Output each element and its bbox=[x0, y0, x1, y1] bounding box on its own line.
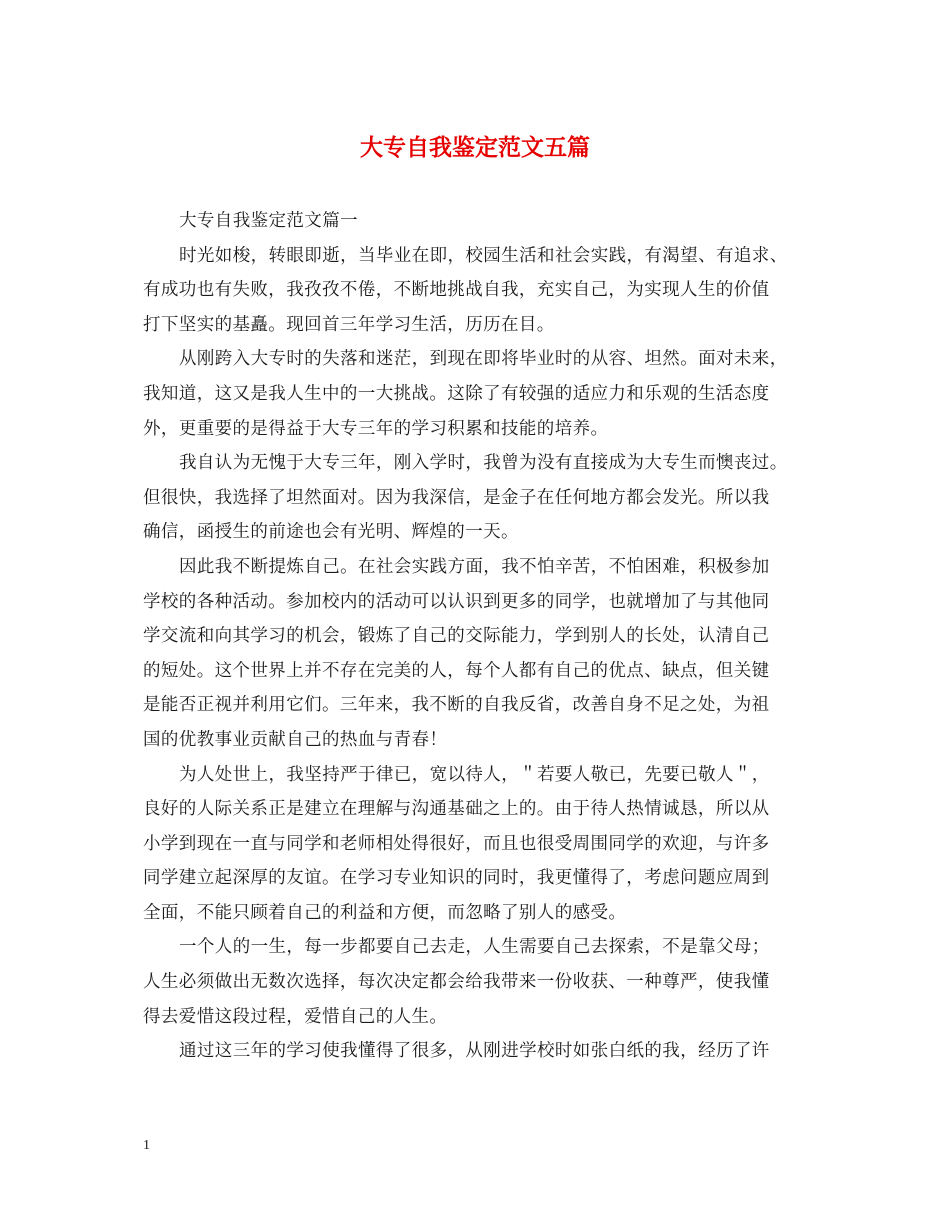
body-paragraph bbox=[143, 930, 843, 1034]
paragraph-line: 从刚跨入大专时的失落和迷茫，到现在即将毕业时的从容、坦然。面对未来， bbox=[179, 349, 788, 370]
body-paragraph bbox=[143, 758, 843, 931]
paragraph-line: 通过这三年的学习使我懂得了很多，从刚进学校时如张白纸的我，经历了许 bbox=[179, 1041, 770, 1062]
document-title: 大专自我鉴定范文五篇 bbox=[360, 134, 590, 161]
paragraph-line: 的短处。这个世界上并不存在完美的人，每个人都有自己的优点、缺点，但关键 bbox=[143, 660, 770, 681]
paragraph-line: 小学到现在一直与同学和老师相处得很好，而且也很受周围同学的欢迎，与许多 bbox=[143, 833, 770, 854]
body-paragraph bbox=[143, 239, 843, 343]
paragraph-line: 一个人的一生，每一步都要自己去走，人生需要自己去探索，不是靠父母； bbox=[179, 937, 770, 958]
body-paragraph bbox=[143, 550, 843, 758]
paragraph-line: 学校的各种活动。参加校内的活动可以认识到更多的同学，也就增加了与其他同 bbox=[143, 591, 770, 612]
paragraph-line: 全面，不能只顾着自己的利益和方便，而忽略了别人的感受。 bbox=[143, 902, 627, 923]
paragraph-line: 得去爱惜这段过程，爱惜自己的人生。 bbox=[143, 1006, 448, 1027]
section-heading bbox=[143, 204, 843, 239]
body-paragraph bbox=[143, 1034, 843, 1069]
paragraph-line: 我自认为无愧于大专三年，刚入学时，我曾为没有直接成为大专生而懊丧过。 bbox=[179, 453, 788, 474]
paragraph-line: 确信，函授生的前途也会有光明、辉煌的一天。 bbox=[143, 522, 519, 543]
paragraph-line: 但很快，我选择了坦然面对。因为我深信，是金子在任何地方都会发光。所以我 bbox=[143, 487, 770, 508]
paragraph-line: 时光如梭，转眼即逝，当毕业在即，校园生活和社会实践，有渴望、有追求、 bbox=[179, 245, 788, 266]
paragraph-line: 因此我不断提炼自己。在社会实践方面，我不怕辛苦，不怕困难，积极参加 bbox=[179, 556, 770, 577]
paragraph-line: 良好的人际关系正是建立在理解与沟通基础之上的。由于待人热情诚恳，所以从 bbox=[143, 799, 770, 820]
body-paragraph bbox=[143, 446, 843, 550]
paragraph-line: 同学建立起深厚的友谊。在学习专业知识的同时，我更懂得了，考虑问题应周到 bbox=[143, 868, 770, 889]
paragraph-line: 人生必须做出无数次选择，每次决定都会给我带来一份收获、一种尊严，使我懂 bbox=[143, 972, 770, 993]
paragraph-line: 为人处世上，我坚持严于律已，宽以待人，＂若要人敬已，先要已敬人＂， bbox=[179, 764, 770, 785]
page-number: 1 bbox=[143, 1138, 150, 1153]
paragraph-line: 打下坚实的基矗。现回首三年学习生活，历历在目。 bbox=[143, 314, 555, 335]
paragraph-line: 大专自我鉴定范文篇一 bbox=[179, 211, 358, 231]
paragraph-line: 是能否正视并利用它们。三年来，我不断的自我反省，改善自身不足之处，为祖 bbox=[143, 695, 770, 716]
body-paragraph bbox=[143, 342, 843, 446]
paragraph-line: 国的优教事业贡献自己的热血与青春！ bbox=[143, 729, 448, 750]
paragraph-line: 外，更重要的是得益于大专三年的学习积累和技能的培养。 bbox=[143, 418, 609, 439]
paragraph-line: 我知道，这又是我人生中的一大挑战。这除了有较强的适应力和乐观的生活态度 bbox=[143, 383, 770, 404]
document-body bbox=[143, 204, 843, 1069]
paragraph-line: 学交流和向其学习的机会，锻炼了自己的交际能力，学到别人的长处，认清自己 bbox=[143, 626, 770, 647]
paragraph-line: 有成功也有失败，我孜孜不倦，不断地挑战自我，充实自己，为实现人生的价值 bbox=[143, 280, 770, 301]
